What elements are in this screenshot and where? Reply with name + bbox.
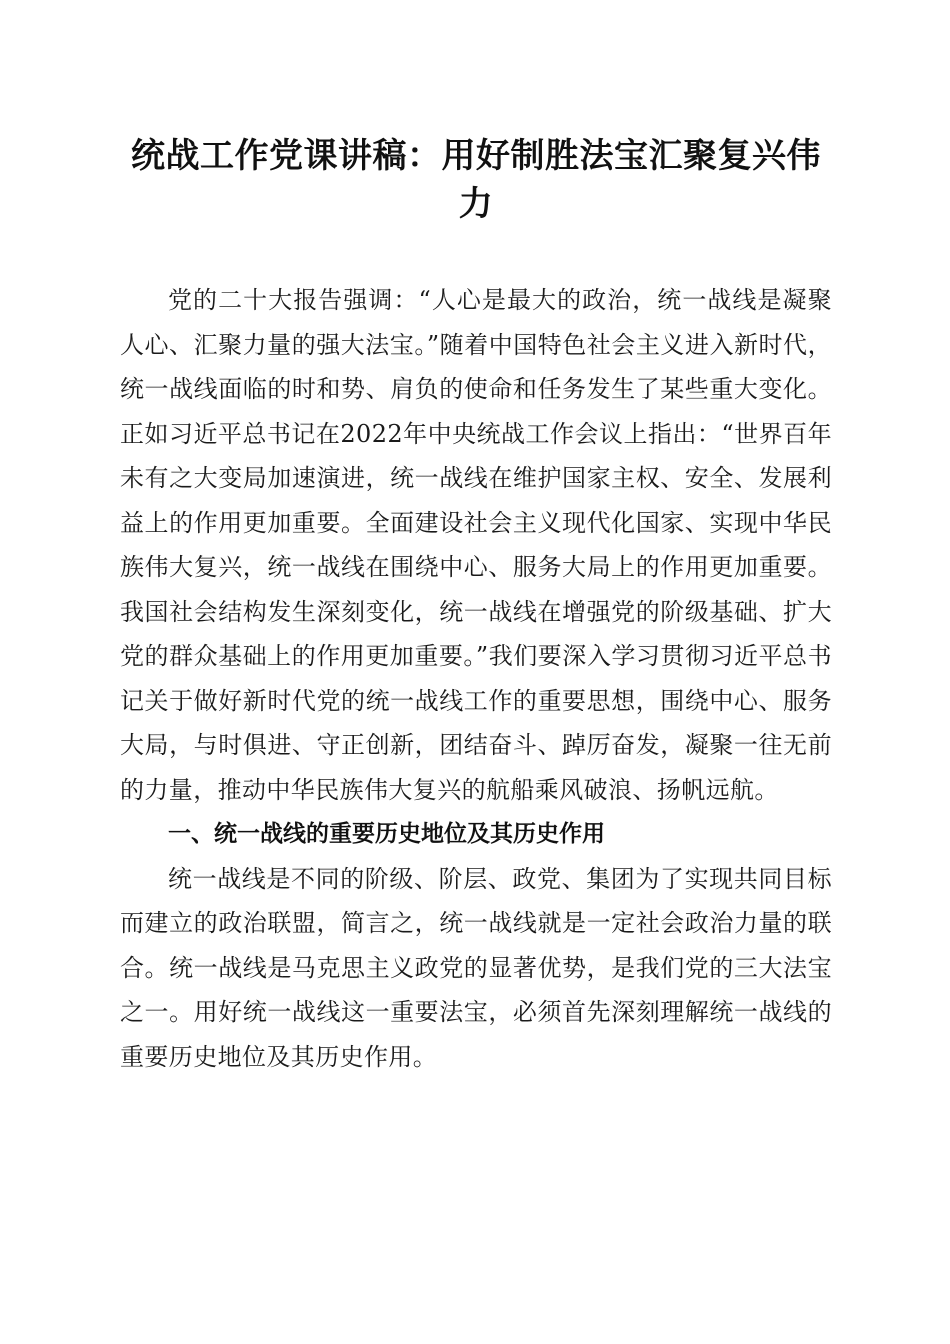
document-title: 统战工作党课讲稿：用好制胜法宝汇聚复兴伟力 <box>131 136 821 224</box>
document-body <box>120 278 832 1079</box>
section-heading-1: 一、统一战线的重要历史地位及其历史作用 <box>168 821 605 847</box>
section-1-paragraph: 统一战线是不同的阶级、阶层、政党、集团为了实现共同目标而建立的政治联盟，简言之，统一战线就是一定社会政治力量的联合。统一战线是马克思主义政党的显著优势，是我们党的三大法宝之一。用好统一战线这一重要法宝，必须首先深刻理解统一战线的重要历史地位及其历史作用。 <box>120 864 832 1071</box>
intro-paragraph: 党的二十大报告强调：“人心是最大的政治，统一战线是凝聚人心、汇聚力量的强大法宝。”随着中国特色社会主义进入新时代，统一战线面临的时和势、肩负的使命和任务发生了某些重大变化。正如习近平总书记在2022年中央统战工作会议上指出：“世界百年未有之大变局加速演进，统一战线在维护国家主权、安全、发展利益上的作用更加重要。全面建设社会主义现代化国家、实现中华民族伟大复兴，统一战线在围绕中心、服务大局上的作用更加重要。我国社会结构发生深刻变化，统一战线在增强党的阶级基础、扩大党的群众基础上的作用更加重要。”我们要深入学习贯彻习近平总书记关于做好新时代党的统一战线工作的重要思想，围绕中心、服务大局，与时俱进、守正创新，团结奋斗、踔厉奋发，凝聚一往无前的力量，推动中华民族伟大复兴的航船乘风破浪、扬帆远航。 <box>120 286 832 804</box>
